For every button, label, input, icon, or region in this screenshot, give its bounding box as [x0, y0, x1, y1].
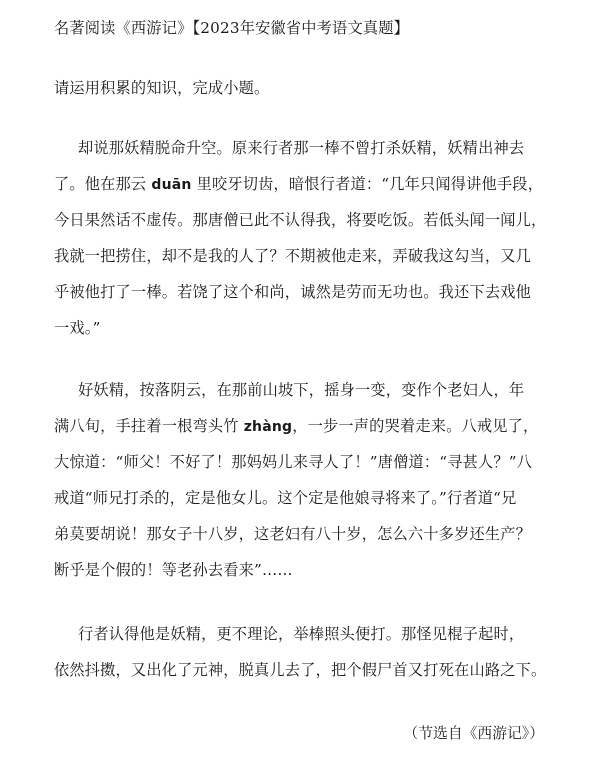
pinyin-duan: duān [151, 177, 192, 193]
p1-line-2 [54, 174, 543, 195]
p1-line-1: 却说那妖精脱命升空。原来行者那一棒不曾打杀妖精，妖精出神去 [78, 139, 525, 157]
p1-line-3: 今日果然话不虚传。那唐僧已此不认得我，将要吃饭。若低头闻一闻儿， [54, 211, 547, 229]
page-title: 名著阅读《西游记》【2023年安徽省中考语文真题】 [54, 19, 409, 37]
p2-line-2-text-b: ，一步一声的哭着走来。八戒见了， [292, 417, 539, 435]
p3-line-2: 依然抖擞，又出化了元神，脱真儿去了，把个假尸首又打死在山路之下。 [54, 661, 547, 679]
p1-line-4: 我就一把捞住，却不是我的人了？不期被他走来，弄破我这勾当，又几 [54, 247, 532, 265]
p1-line-5: 乎被他打了一棒。若饶了这个和尚，诚然是劳而无功也。我还下去戏他 [54, 283, 532, 301]
p1-line-6: 一戏。” [54, 319, 101, 337]
instruction-text: 请运用积累的知识，完成小题。 [54, 79, 270, 97]
p2-line-5: 弟莫要胡说！那女子十八岁，这老妇有八十岁，怎么六十多岁还生产？ [54, 525, 532, 543]
p3-line-1: 行者认得他是妖精，更不理论，举棒照头便打。那怪见棍子起时， [78, 625, 525, 643]
p2-line-6: 断乎是个假的！等老孙去看来”…… [54, 561, 293, 579]
p2-line-3: 大惊道：“师父！不好了！那妈妈儿来寻人了！”唐僧道：“寻甚人？”八 [54, 453, 533, 471]
p2-line-2 [54, 416, 538, 437]
p2-line-2-text-a: 满八旬，手拄着一根弯头竹 [54, 417, 244, 435]
p2-line-1: 好妖精，按落阴云，在那前山坡下，摇身一变，变作个老妇人，年 [78, 381, 525, 399]
p2-line-4: 戒道“师兄打杀的，定是他女儿。这个定是他娘寻将来了。”行者道“兄 [54, 489, 517, 507]
p1-line-2-text-a: 了。他在那云 [54, 175, 152, 193]
source-citation: （节选自《西游记》） [403, 725, 544, 742]
pinyin-zhang: zhàng [243, 419, 293, 435]
p1-line-2-text-b: 里咬牙切齿，暗恨行者道：“几年只闻得讲他手段， [191, 175, 544, 193]
